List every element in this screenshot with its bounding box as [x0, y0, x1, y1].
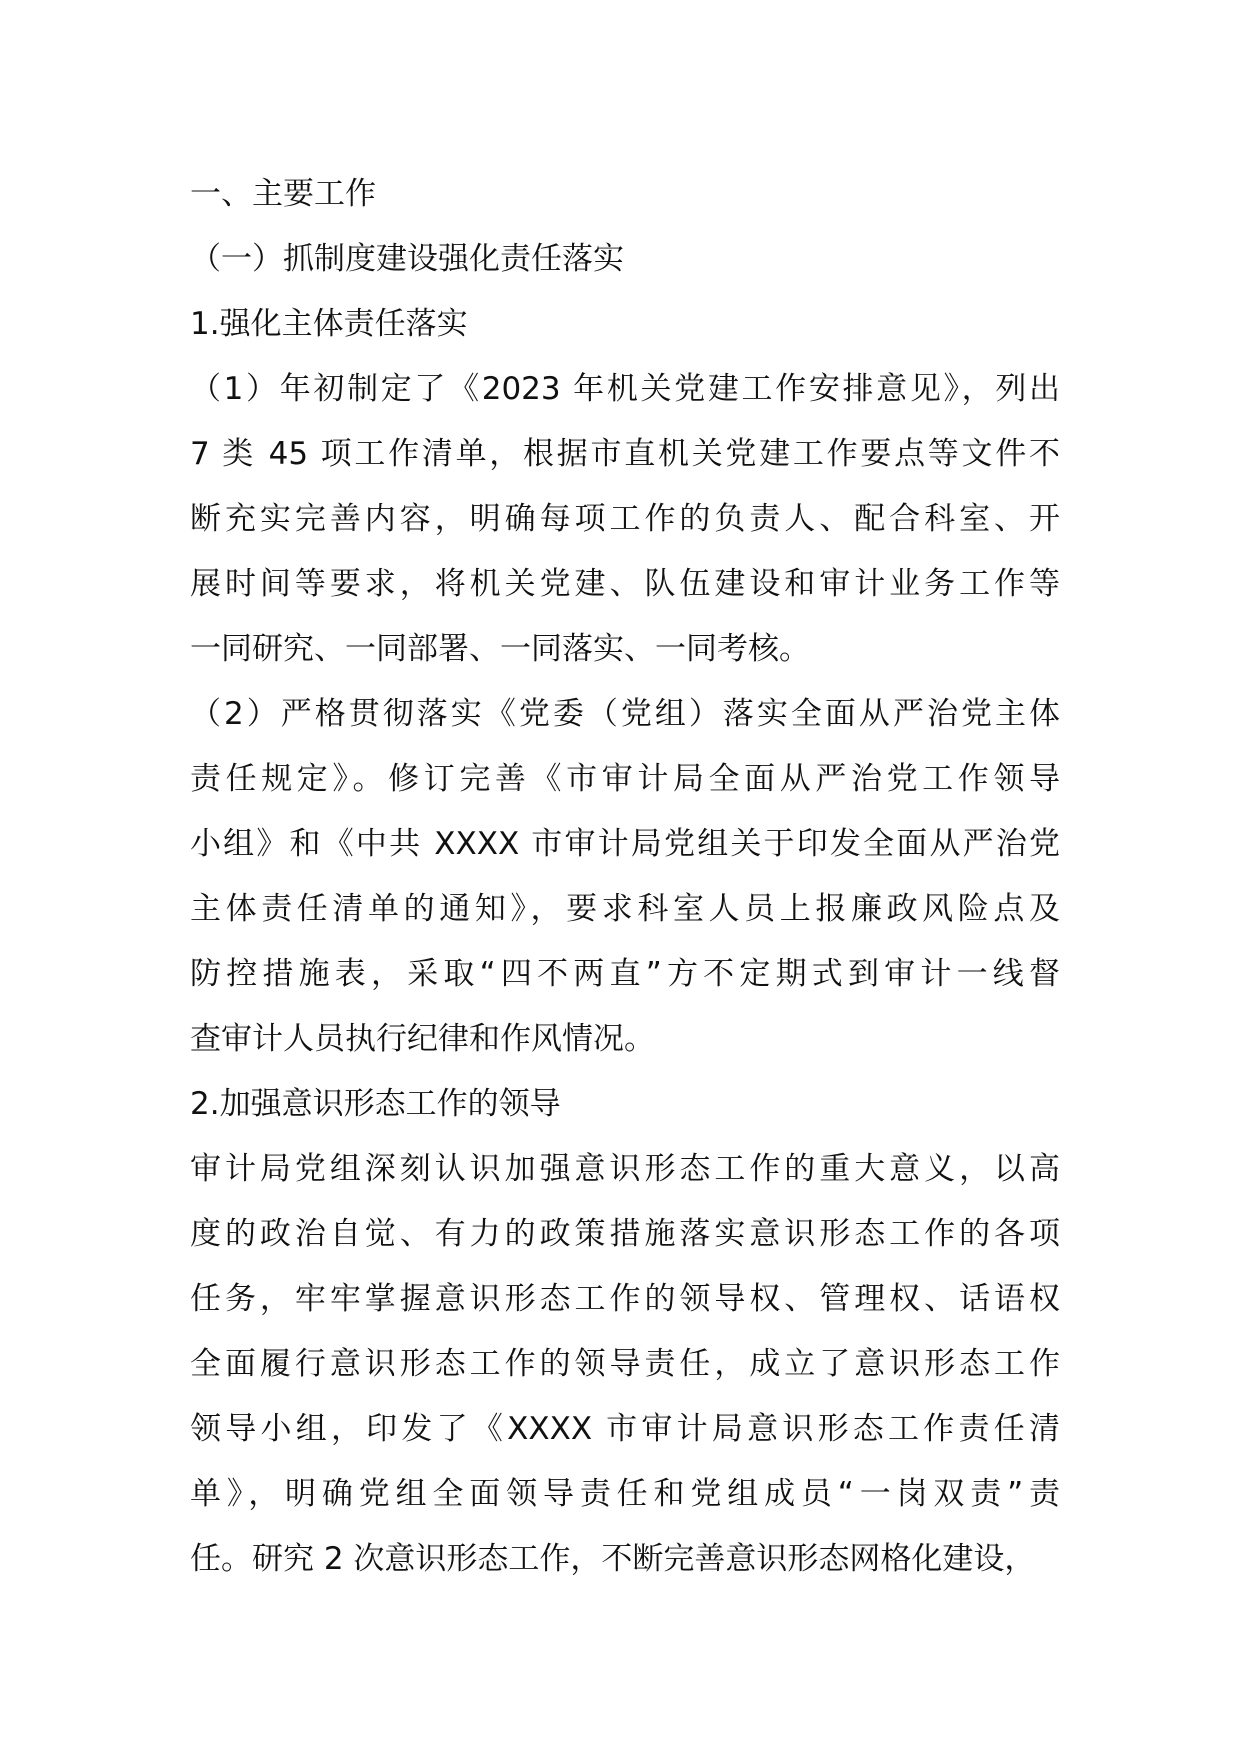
paragraph-line: 小组》和《中共 XXXX 市审计局党组关于印发全面从严治党: [190, 826, 1060, 862]
subsection-title: 1.强化主体责任落实: [190, 306, 468, 342]
paragraph-line: 主体责任清单的通知》，要求科室人员上报廉政风险点及: [190, 891, 1060, 927]
paragraph-line: 度的政治自觉、有力的政策措施落实意识形态工作的各项: [190, 1216, 1060, 1252]
paragraph-line: 任。研究 2 次意识形态工作，不断完善意识形态网格化建设，: [190, 1541, 1036, 1577]
document-page: [190, 162, 1060, 1592]
paragraph-3: [190, 1137, 1060, 1592]
paragraph-line: 责任规定》。修订完善《市审计局全面从严治党工作领导: [190, 761, 1060, 797]
paragraph-line: （2）严格贯彻落实《党委（党组）落实全面从严治党主体: [190, 696, 1060, 732]
paragraph-line: 防控措施表，采取“四不两直”方不定期式到审计一线督: [190, 956, 1060, 992]
paragraph-line: 单》，明确党组全面领导责任和党组成员“一岗双责”责: [190, 1476, 1060, 1512]
subsection-heading: （一）抓制度建设强化责任落实: [190, 241, 624, 277]
paragraph-line: 查审计人员执行纪律和作风情况。: [190, 1021, 655, 1057]
subsection-title: 2.加强意识形态工作的领导: [190, 1086, 561, 1122]
paragraph-line: 全面履行意识形态工作的领导责任，成立了意识形态工作: [190, 1346, 1060, 1382]
paragraph-item-2: [190, 682, 1060, 1072]
paragraph-line: 领导小组，印发了《XXXX 市审计局意识形态工作责任清: [190, 1411, 1060, 1447]
paragraph-line: 7 类 45 项工作清单，根据市直机关党建工作要点等文件不: [190, 436, 1060, 472]
paragraph-line: 任务，牢牢掌握意识形态工作的领导权、管理权、话语权: [190, 1281, 1060, 1317]
paragraph-line: 展时间等要求，将机关党建、队伍建设和审计业务工作等: [190, 566, 1060, 602]
paragraph-line: （1）年初制定了《2023 年机关党建工作安排意见》，列出: [190, 371, 1060, 407]
section-heading: 一、主要工作: [190, 176, 376, 212]
paragraph-line: 一同研究、一同部署、一同落实、一同考核。: [190, 631, 810, 667]
paragraph-item-1: [190, 357, 1060, 682]
paragraph-line: 断充实完善内容，明确每项工作的负责人、配合科室、开: [190, 501, 1060, 537]
paragraph-line: 审计局党组深刻认识加强意识形态工作的重大意义，以高: [190, 1151, 1060, 1187]
